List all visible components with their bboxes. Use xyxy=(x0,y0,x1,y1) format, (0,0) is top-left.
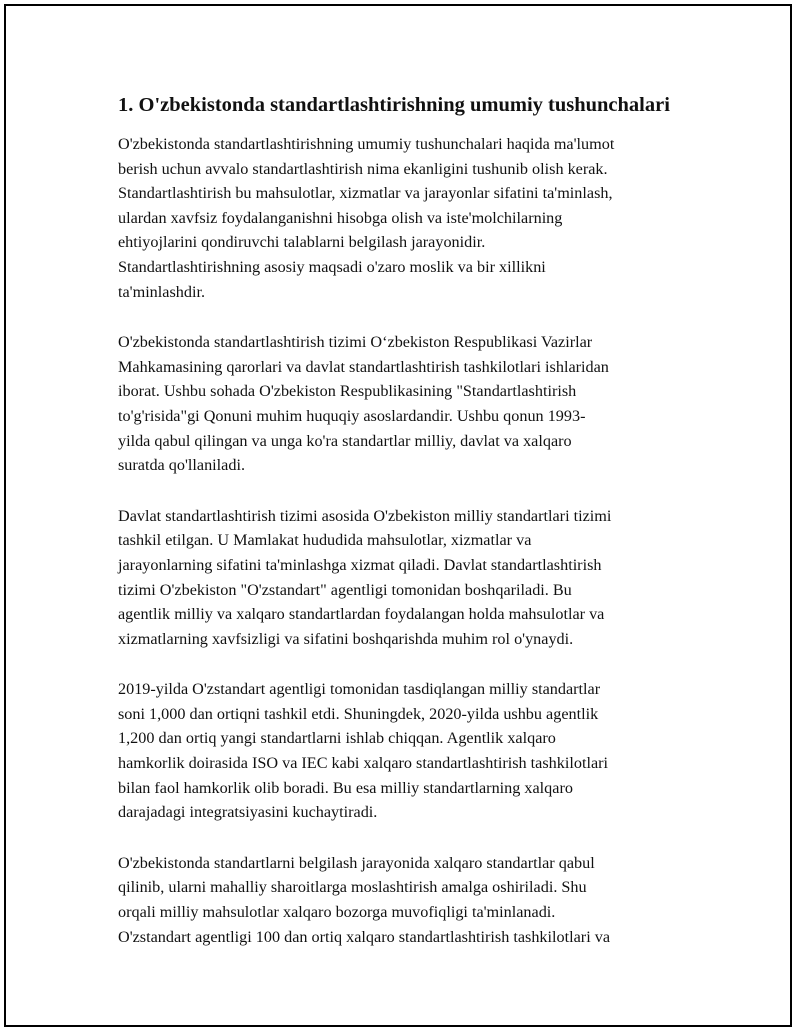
paragraph-line: xizmatlarning xavfsizligi va sifatini boshqarishda muhim rol o'ynaydi. xyxy=(118,629,574,648)
paragraph-line: Standartlashtirish bu mahsulotlar, xizmatlar va jarayonlar sifatini ta'minlash, xyxy=(118,184,613,203)
document-title: 1. O'zbekistonda standartlashtirishning umumiy tushunchalari xyxy=(118,94,670,116)
paragraph-line: jarayonlarning sifatini ta'minlashga xizmat qiladi. Davlat standartlashtirish xyxy=(118,555,602,574)
paragraph-line: iborat. Ushbu sohada O'zbekiston Respublikasining "Standartlashtirish xyxy=(118,382,577,401)
paragraph-line: qilinib, ularni mahalliy sharoitlarga moslashtirish amalga oshiriladi. Shu xyxy=(118,878,587,897)
paragraph-line: orqali milliy mahsulotlar xalqaro bozorga muvofiqligi ta'minlanadi. xyxy=(118,903,556,922)
paragraph-2 xyxy=(118,330,698,478)
paragraph-line: hamkorlik doirasida ISO va IEC kabi xalqaro standartlashtirish tashkilotlari xyxy=(118,754,609,773)
paragraph-line: to'g'risida"gi Qonuni muhim huquqiy asoslardandir. Ushbu qonun 1993- xyxy=(118,406,586,425)
paragraph-line: berish uchun avvalo standartlashtirish nima ekanligini tushunib olish kerak. xyxy=(118,159,608,178)
paragraph-line: Davlat standartlashtirish tizimi asosida O'zbekiston milliy standartlari tizimi xyxy=(118,506,612,525)
paragraph-line: agentlik milliy va xalqaro standartlardan foydalangan holda mahsulotlar va xyxy=(118,605,605,624)
paragraph-line: O'zbekistonda standartlashtirishning umumiy tushunchalari haqida ma'lumot xyxy=(118,135,615,153)
paragraph-1 xyxy=(118,132,698,304)
paragraph-line: O'zbekistonda standartlarni belgilash jarayonida xalqaro standartlar qabul xyxy=(118,853,595,872)
paragraph-line: tizimi O'zbekiston "O'zstandart" agentligi tomonidan boshqariladi. Bu xyxy=(118,580,572,599)
paragraph-line: darajadagi integratsiyasini kuchaytiradi. xyxy=(118,803,378,822)
paragraph-line: 2019-yilda O'zstandart agentligi tomonidan tasdiqlangan milliy standartlar xyxy=(118,680,601,699)
paragraph-line: Standartlashtirishning asosiy maqsadi o'zaro moslik va bir xillikni xyxy=(118,257,546,276)
paragraph-line: O'zstandart agentligi 100 dan ortiq xalqaro standartlashtirish tashkilotlari va xyxy=(118,927,611,946)
paragraph-line: O'zbekistonda standartlashtirish tizimi O‘zbekiston Respublikasi Vazirlar xyxy=(118,333,593,352)
paragraph-4 xyxy=(118,677,698,825)
paragraph-3 xyxy=(118,504,698,652)
paragraph-line: ulardan xavfsiz foydalanganishni hisobga olish va iste'molchilarning xyxy=(118,208,563,227)
paragraph-line: ta'minlashdir. xyxy=(118,282,205,301)
paragraph-line: ehtiyojlarini qondiruvchi talablarni belgilash jarayonidir. xyxy=(118,233,486,252)
paragraph-5 xyxy=(118,851,698,949)
paragraph-line: bilan faol hamkorlik olib boradi. Bu esa milliy standartlarning xalqaro xyxy=(118,778,573,797)
paragraph-line: Mahkamasining qarorlari va davlat standartlashtirish tashkilotlari ishlaridan xyxy=(118,357,609,376)
paragraph-line: yilda qabul qilingan va unga ko'ra standartlar milliy, davlat va xalqaro xyxy=(118,431,572,450)
paragraph-line: soni 1,000 dan ortiqni tashkil etdi. Shuningdek, 2020-yilda ushbu agentlik xyxy=(118,704,599,723)
paragraph-line: 1,200 dan ortiq yangi standartlarni ishlab chiqqan. Agentlik xalqaro xyxy=(118,729,556,748)
paragraph-line: tashkil etilgan. U Mamlakat hududida mahsulotlar, xizmatlar va xyxy=(118,531,532,550)
document-body xyxy=(118,88,698,975)
paragraph-line: suratda qo'llaniladi. xyxy=(118,456,245,475)
